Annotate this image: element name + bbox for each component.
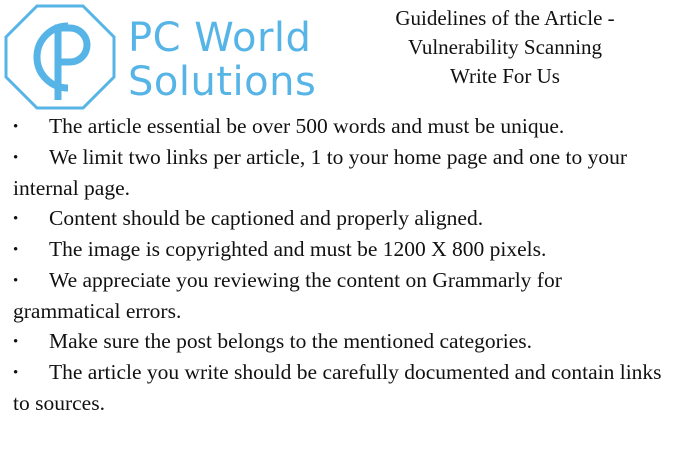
guideline-item: [13, 357, 663, 418]
bullet-icon: •: [13, 273, 19, 289]
guideline-item: [13, 265, 663, 326]
site-logo: [4, 4, 329, 110]
bullet-icon: •: [13, 150, 19, 166]
logo-line-1: PC World: [128, 15, 312, 61]
guideline-text: The image is copyrighted and must be 1200 X 800 pixels.: [49, 237, 547, 261]
bullet-icon: •: [13, 211, 19, 227]
guideline-item: [13, 234, 663, 265]
page-heading: [360, 4, 650, 91]
guideline-item: [13, 326, 663, 357]
guideline-text: Make sure the post belongs to the mentioned categories.: [49, 329, 533, 353]
cp-monogram-icon: [4, 4, 116, 110]
guideline-text: The article essential be over 500 words and must be unique.: [49, 114, 565, 138]
heading-line-3: Write For Us: [450, 64, 560, 88]
bullet-icon: •: [13, 334, 19, 350]
guideline-text: We appreciate you reviewing the content on Grammarly for grammatical errors.: [13, 268, 562, 323]
guideline-item: [13, 142, 663, 203]
bullet-icon: •: [13, 365, 19, 381]
logo-wordmark: [128, 16, 316, 104]
guideline-item: [13, 203, 663, 234]
guidelines-list: [13, 111, 663, 418]
guideline-text: Content should be captioned and properly aligned.: [49, 206, 484, 230]
heading-line-1: Guidelines of the Article -: [395, 6, 615, 30]
guideline-item: [13, 111, 663, 142]
bullet-icon: •: [13, 242, 19, 258]
guideline-text: The article you write should be carefully documented and contain links to sources.: [13, 360, 662, 415]
logo-line-2: Solutions: [128, 59, 317, 105]
heading-line-2: Vulnerability Scanning: [407, 35, 603, 59]
bullet-icon: •: [13, 119, 19, 135]
guideline-text: We limit two links per article, 1 to your home page and one to your internal page.: [13, 145, 628, 200]
